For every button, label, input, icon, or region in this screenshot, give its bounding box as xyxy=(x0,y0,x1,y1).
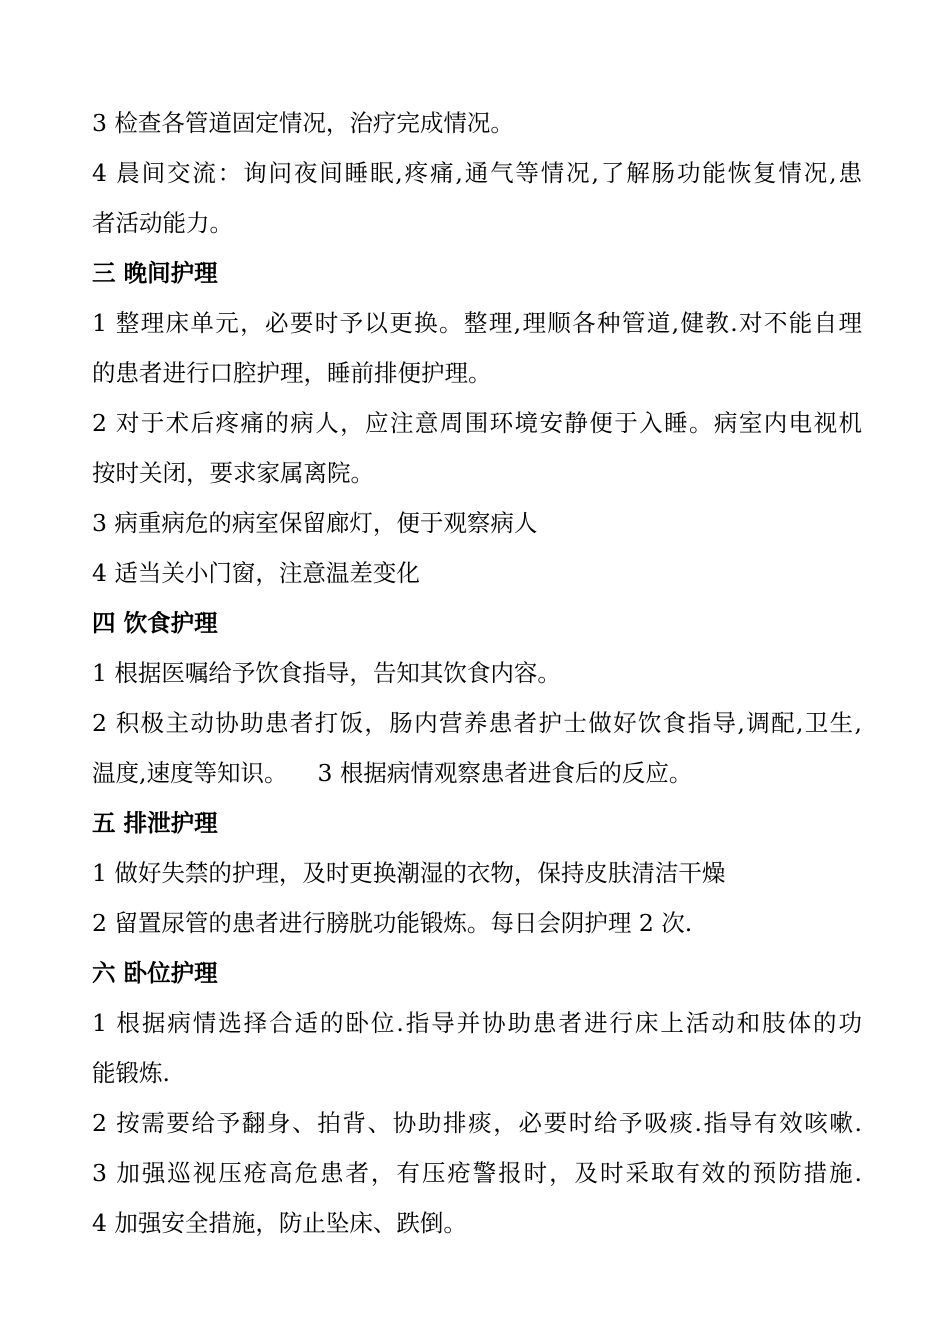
paragraph-line: 能锻炼. xyxy=(92,1059,170,1087)
paragraph-line: 4 加强安全措施，防止坠床、跌倒。 xyxy=(92,1209,467,1237)
paragraph-line: 1 根据病情选择合适的卧位.指导并协助患者进行床上活动和肢体的功 xyxy=(92,1009,862,1037)
paragraph-line: 2 积极主动协助患者打饭，肠内营养患者护士做好饮食指导,调配,卫生, xyxy=(92,709,862,737)
paragraph-line: 1 根据医嘱给予饮食指导，告知其饮食内容。 xyxy=(92,659,561,687)
paragraph-line: 者活动能力。 xyxy=(92,209,233,237)
paragraph-line: 2 按需要给予翻身、拍背、协助排痰，必要时给予吸痰.指导有效咳嗽. xyxy=(92,1109,862,1137)
paragraph-line: 按时关闭，要求家属离院。 xyxy=(92,459,374,487)
section-heading: 五 排泄护理 xyxy=(92,809,218,837)
paragraph-line xyxy=(92,748,862,798)
paragraph-line: 3 加强巡视压疮高危患者，有压疮警报时，及时采取有效的预防措施. xyxy=(92,1159,862,1187)
section-heading: 四 饮食护理 xyxy=(92,609,218,637)
paragraph-text: 3 根据病情观察患者进食后的反应。 xyxy=(317,759,693,787)
section-heading: 三 晚间护理 xyxy=(92,259,218,287)
paragraph-line: 3 检查各管道固定情况，治疗完成情况。 xyxy=(92,109,514,137)
paragraph-line: 1 做好失禁的护理，及时更换潮湿的衣物，保持皮肤清洁干燥 xyxy=(92,859,726,887)
paragraph-line: 2 对于术后疼痛的病人，应注意周围环境安静便于入睡。病室内电视机 xyxy=(92,409,862,437)
paragraph-text: 温度,速度等知识。 xyxy=(92,759,288,787)
paragraph-line: 1 整理床单元，必要时予以更换。整理,理顺各种管道,健教.对不能自理 xyxy=(92,309,862,337)
document-page xyxy=(92,98,862,1248)
paragraph-line: 4 晨间交流：询问夜间睡眠,疼痛,通气等情况,了解肠功能恢复情况,患 xyxy=(92,159,862,187)
paragraph-line: 4 适当关小门窗，注意温差变化 xyxy=(92,559,420,587)
section-heading: 六 卧位护理 xyxy=(92,959,218,987)
paragraph-line: 3 病重病危的病室保留廊灯，便于观察病人 xyxy=(92,509,538,537)
paragraph-line: 2 留置尿管的患者进行膀胱功能锻炼。每日会阴护理 2 次. xyxy=(92,909,693,937)
paragraph-line: 的患者进行口腔护理，睡前排便护理。 xyxy=(92,359,492,387)
